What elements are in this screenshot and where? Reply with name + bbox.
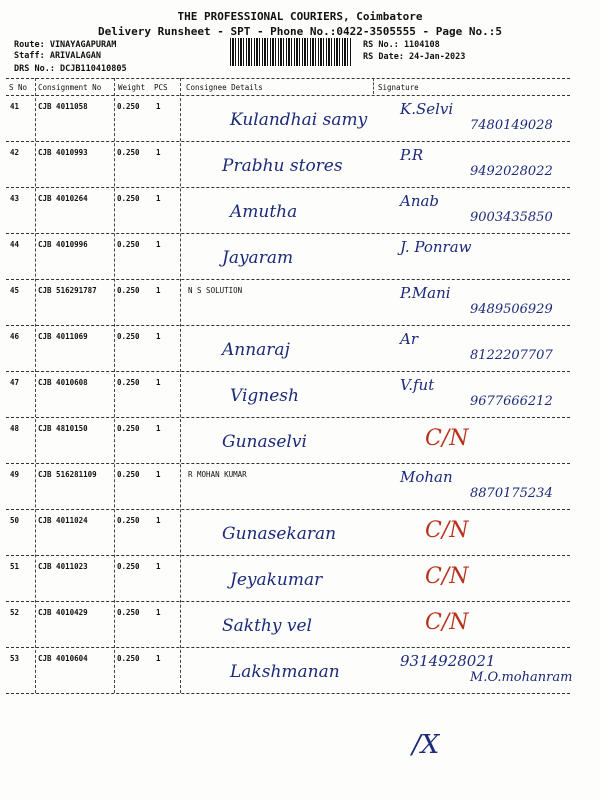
row-signature: C/N	[425, 426, 469, 451]
row-weight: 0.250	[117, 470, 140, 479]
row-handwritten-name: Kulandhai samy	[230, 110, 368, 130]
row-consignment-no: CJB 4010604	[38, 654, 88, 663]
row-divider	[6, 279, 570, 280]
col-header-weight: Weight	[118, 83, 146, 92]
row-pcs: 1	[156, 194, 161, 203]
row-divider	[6, 371, 570, 372]
row-pcs: 1	[156, 608, 161, 617]
row-signature-phone: 7480149028	[470, 118, 553, 133]
col-header-consignee: Consignee Details	[186, 83, 263, 92]
row-signature-phone: 9492028022	[470, 164, 553, 179]
row-pcs: 1	[156, 240, 161, 249]
row-signature-phone: 9677666212	[470, 394, 553, 409]
col-header-consignment: Consignment No	[38, 83, 102, 92]
row-pcs: 1	[156, 654, 161, 663]
row-consignment-no: CJB 4010429	[38, 608, 88, 617]
row-divider	[6, 417, 570, 418]
row-divider	[6, 325, 570, 326]
row-signature: P.R	[400, 146, 424, 164]
row-divider	[6, 233, 570, 234]
row-consignment-no: CJB 516291787	[38, 286, 97, 295]
row-pcs: 1	[156, 424, 161, 433]
row-handwritten-name: Annaraj	[222, 340, 290, 360]
row-divider	[6, 693, 570, 694]
row-handwritten-name: Gunaselvi	[222, 432, 307, 452]
row-sno: 51	[10, 562, 20, 571]
row-signature: K.Selvi	[400, 100, 454, 118]
row-weight: 0.250	[117, 562, 140, 571]
row-consignment-no: CJB 4010993	[38, 148, 88, 157]
row-pcs: 1	[156, 102, 161, 111]
row-divider	[6, 509, 570, 510]
row-divider	[6, 187, 570, 188]
row-weight: 0.250	[117, 608, 140, 617]
row-divider	[6, 601, 570, 602]
row-pcs: 1	[156, 332, 161, 341]
row-signature-phone: 9489506929	[470, 302, 553, 317]
row-handwritten-name: Amutha	[230, 202, 298, 222]
row-weight: 0.250	[117, 332, 140, 341]
row-sno: 49	[10, 470, 20, 479]
row-sno: 53	[10, 654, 20, 663]
row-consignment-no: CJB 4010996	[38, 240, 88, 249]
row-pcs: 1	[156, 516, 161, 525]
row-consignment-no: CJB 516281109	[38, 470, 97, 479]
row-handwritten-name: Jayaram	[222, 248, 294, 268]
row-pcs: 1	[156, 470, 161, 479]
row-signature: Ar	[400, 330, 419, 348]
col-header-sno: S No	[9, 83, 28, 92]
row-sno: 50	[10, 516, 20, 525]
row-consignment-no: CJB 4011069	[38, 332, 88, 341]
row-consignment-no: CJB 4011024	[38, 516, 88, 525]
row-consignment-no: CJB 4011023	[38, 562, 88, 571]
row-consignment-no: CJB 4011058	[38, 102, 88, 111]
row-sno: 45	[10, 286, 20, 295]
row-consignee-details: N S SOLUTION	[188, 286, 243, 295]
row-sno: 42	[10, 148, 20, 157]
row-signature-phone: 9003435850	[470, 210, 553, 225]
row-divider	[6, 141, 570, 142]
rs-no-label: RS No.: 1104108	[363, 40, 440, 50]
route-label: Route: VINAYAGAPURAM	[14, 40, 117, 50]
row-consignment-no: CJB 4010608	[38, 378, 88, 387]
row-weight: 0.250	[117, 102, 140, 111]
row-signature: V.fut	[400, 376, 435, 394]
row-weight: 0.250	[117, 194, 140, 203]
row-consignment-no: CJB 4810150	[38, 424, 88, 433]
row-sno: 44	[10, 240, 20, 249]
col-header-signature: Signature	[378, 83, 419, 92]
row-divider	[6, 555, 570, 556]
row-sno: 52	[10, 608, 20, 617]
row-signature-phone: 8870175234	[470, 486, 553, 501]
row-handwritten-name: Sakthy vel	[222, 616, 312, 636]
row-consignee-details: R MOHAN KUMAR	[188, 470, 247, 479]
runsheet-subtitle: Delivery Runsheet - SPT - Phone No.:0422-3505555 - Page No.:5	[98, 25, 502, 38]
row-sno: 43	[10, 194, 20, 203]
row-signature: 9314928021	[400, 652, 496, 670]
row-signature: C/N	[425, 518, 469, 543]
row-signature-phone: M.O.mohanram	[470, 670, 573, 685]
row-divider	[6, 647, 570, 648]
staff-label: Staff: ARIVALAGAN	[14, 51, 101, 61]
row-weight: 0.250	[117, 378, 140, 387]
row-weight: 0.250	[117, 148, 140, 157]
runsheet-title: THE PROFESSIONAL COURIERS, Coimbatore	[177, 10, 423, 23]
row-handwritten-name: Prabhu stores	[222, 156, 343, 176]
row-weight: 0.250	[117, 240, 140, 249]
row-signature: C/N	[425, 564, 469, 589]
row-divider	[6, 463, 570, 464]
header-rule-bottom	[6, 95, 570, 96]
row-pcs: 1	[156, 562, 161, 571]
row-signature: C/N	[425, 610, 469, 635]
row-weight: 0.250	[117, 424, 140, 433]
row-signature-phone: 8122207707	[470, 348, 553, 363]
barcode-image	[230, 38, 352, 66]
row-pcs: 1	[156, 286, 161, 295]
header-rule-top	[6, 78, 570, 79]
row-weight: 0.250	[117, 516, 140, 525]
row-signature: Anab	[400, 192, 440, 210]
row-pcs: 1	[156, 148, 161, 157]
row-sno: 47	[10, 378, 20, 387]
row-sno: 46	[10, 332, 20, 341]
row-handwritten-name: Vignesh	[230, 386, 299, 406]
row-sno: 48	[10, 424, 20, 433]
row-sno: 41	[10, 102, 20, 111]
row-pcs: 1	[156, 378, 161, 387]
row-handwritten-name: Jeyakumar	[230, 570, 323, 590]
rs-date-label: RS Date: 24-Jan-2023	[363, 52, 466, 62]
row-handwritten-name: Gunasekaran	[222, 524, 337, 544]
row-signature: J. Ponraw	[400, 238, 472, 256]
col-header-pcs: PCS	[154, 83, 168, 92]
row-signature: Mohan	[400, 468, 453, 486]
row-handwritten-name: Lakshmanan	[230, 662, 340, 682]
footer-mark: /X	[412, 730, 440, 760]
row-consignment-no: CJB 4010264	[38, 194, 88, 203]
row-signature: P.Mani	[400, 284, 451, 302]
row-weight: 0.250	[117, 654, 140, 663]
drs-label: DRS No.: DCJB110410805	[14, 64, 127, 74]
col-divider-4	[373, 78, 374, 94]
row-weight: 0.250	[117, 286, 140, 295]
